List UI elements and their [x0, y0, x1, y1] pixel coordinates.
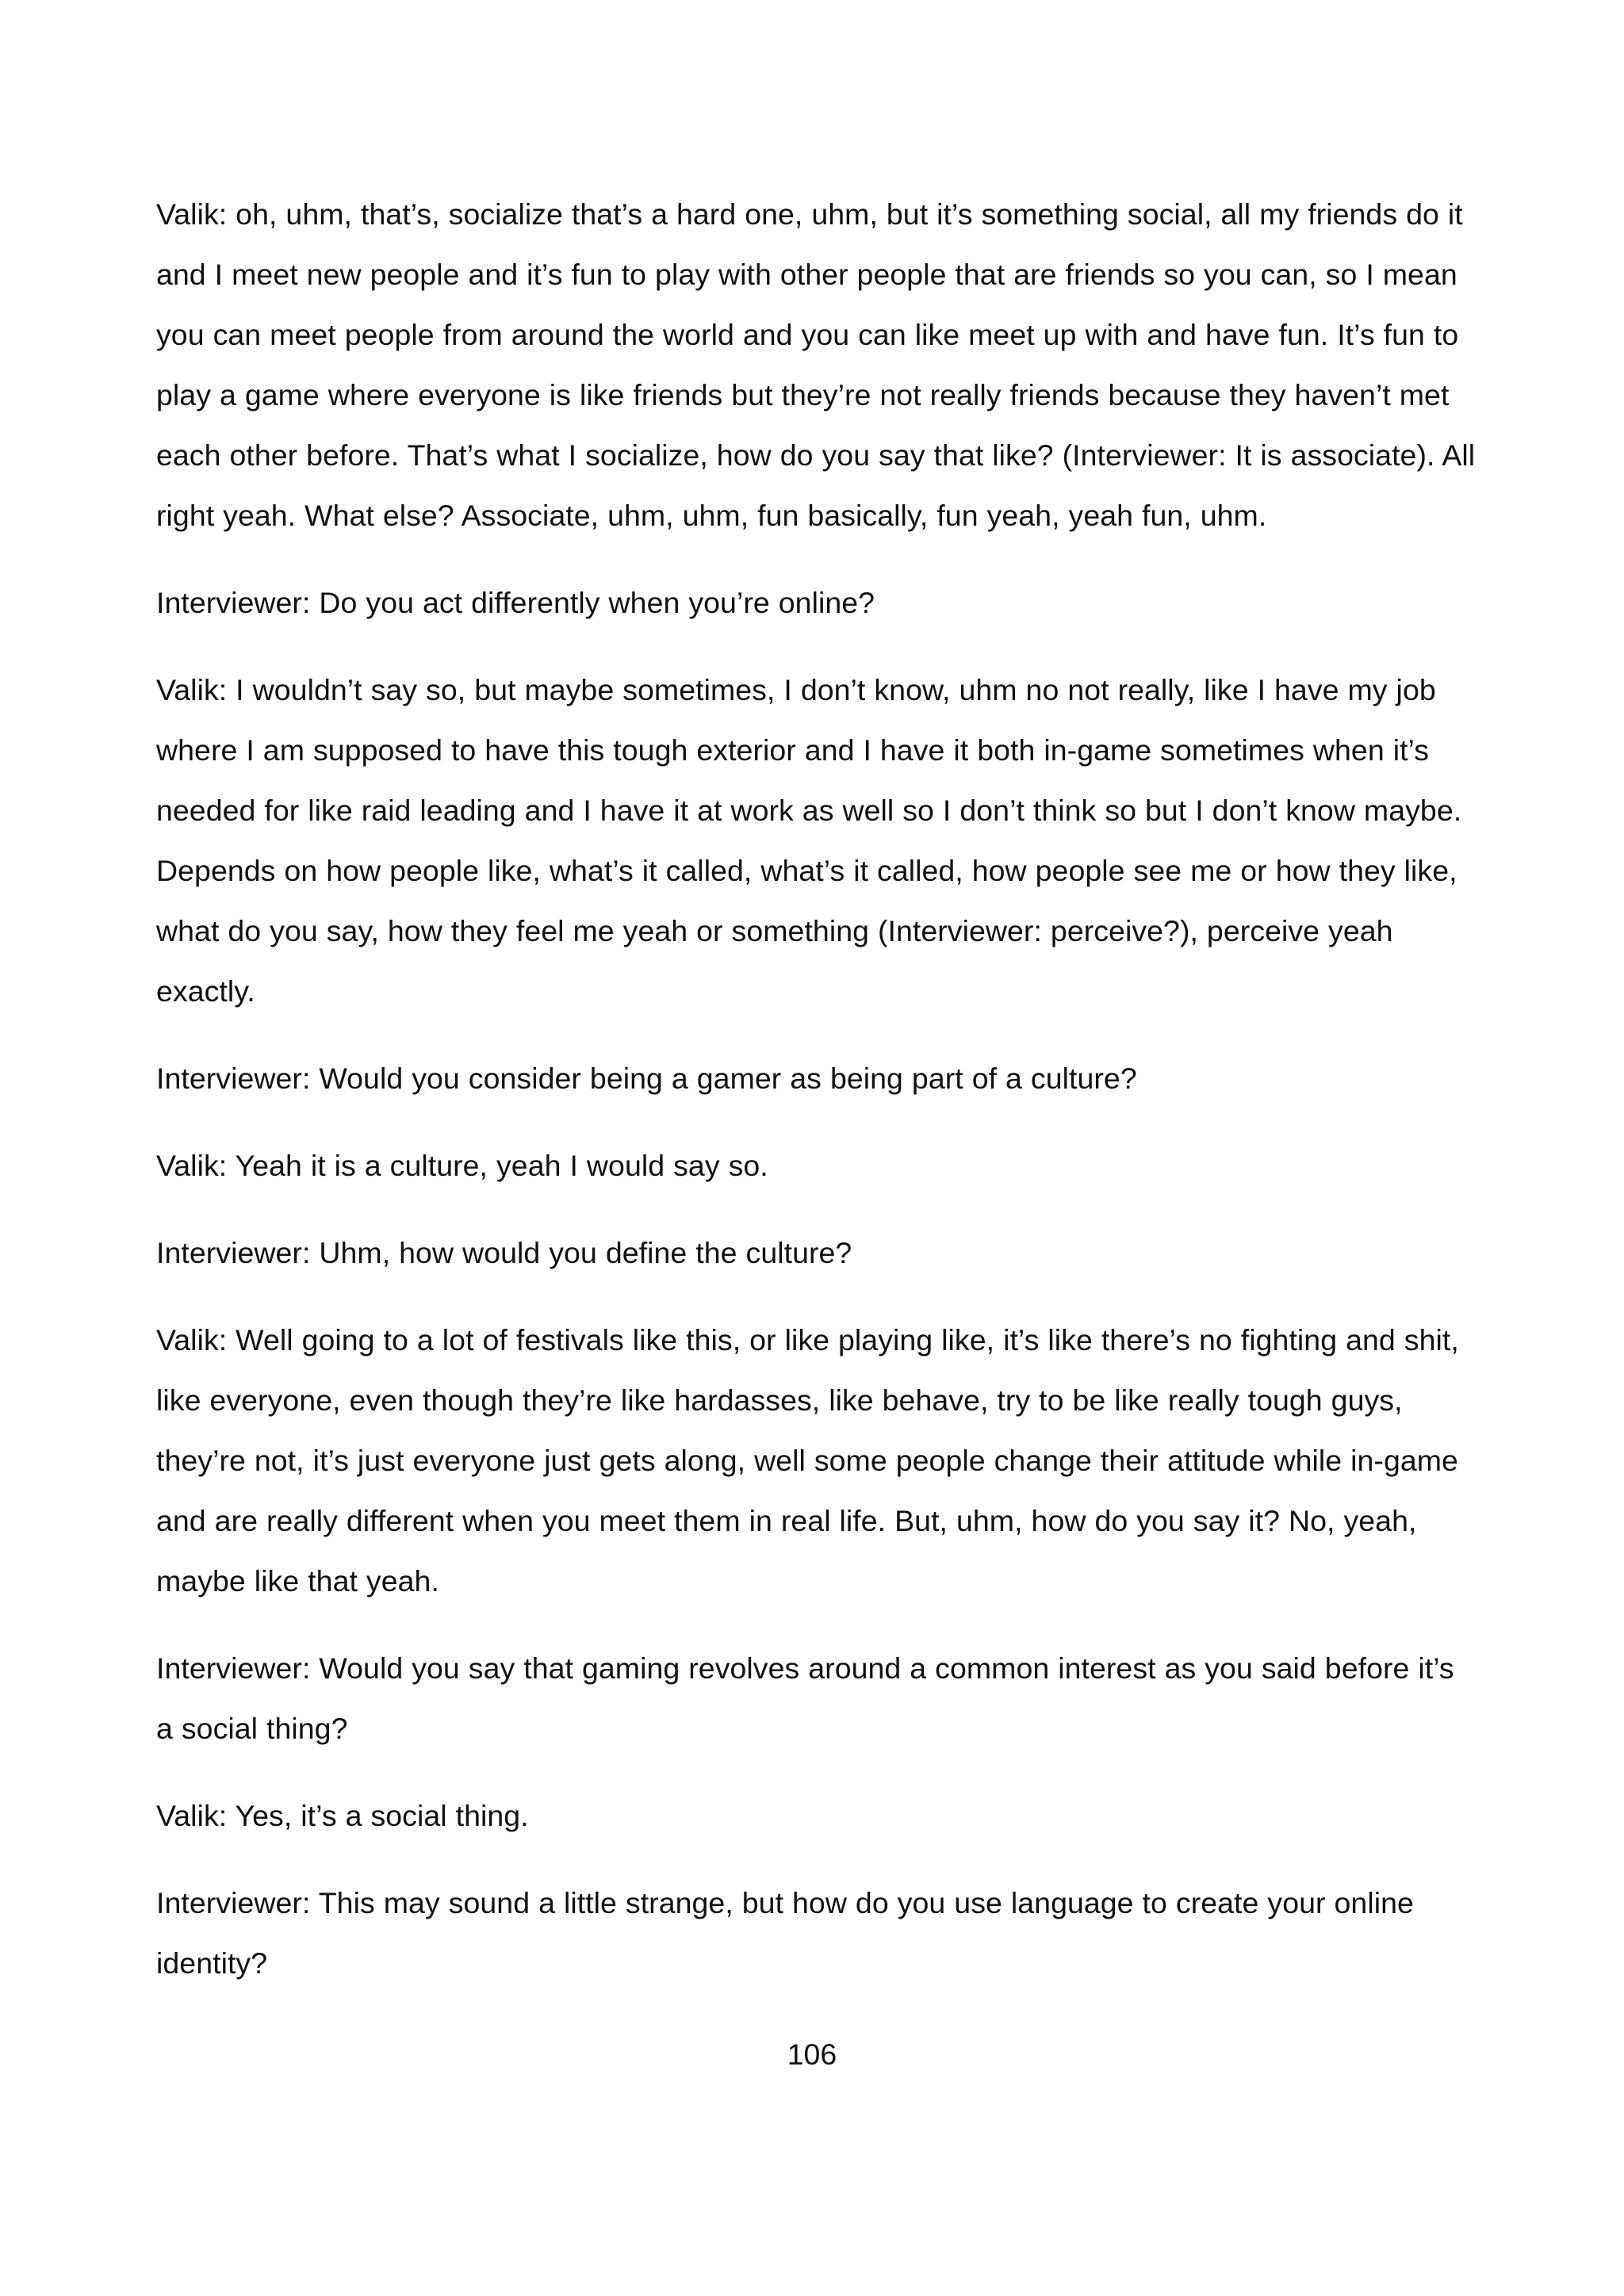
paragraph-valik-tough-exterior: Valik: I wouldn’t say so, but maybe sometimes, I don’t know, uhm no not really, like I have my job where I am supposed to have this tough exterior and I have it both in-game sometimes when it’s needed for like raid leading and I have it at work as well so I don’t think so but I don’t know maybe. Depends on how people like, what’s it called, what’s it called, how people see me or how they like, what do you say, how they feel me yeah or something (Interviewer: perceive?), perceive yeah exactly. [156, 673, 1462, 1008]
document-body [156, 184, 1479, 2020]
paragraph-valik-festivals: Valik: Well going to a lot of festivals like this, or like playing like, it’s like there’s no fighting and shit, like everyone, even though they’re like hardasses, like behave, try to be like really tough guys, they’re not, it’s just everyone just gets along, well some people change their attitude while in-game and are really different when you meet them in real life. But, uhm, how do you say it? No, yeah, maybe like that yeah. [156, 1323, 1459, 1598]
paragraph-question-common-interest: Interviewer: Would you say that gaming revolves around a common interest as you said before it’s a social thing? [156, 1651, 1454, 1745]
paragraph-question-language-identity: Interviewer: This may sound a little strange, but how do you use language to create your online identity? [156, 1886, 1414, 1980]
page-number: 106 [787, 2038, 837, 2071]
paragraph-question-act-differently: Interviewer: Do you act differently when you’re online? [156, 586, 875, 619]
paragraph-valik-socialize: Valik: oh, uhm, that’s, socialize that’s a hard one, uhm, but it’s something social, all my friends do it and I meet new people and it’s fun to play with other people that are friends so you can, so I mean you can meet people from around the world and you can like meet up with and have fun. It’s fun to play a game where everyone is like friends but they’re not really friends because they haven’t met each other before. That’s what I socialize, how do you say that like? (Interviewer: It is associate). All right yeah. What else? Associate, uhm, uhm, fun basically, fun yeah, yeah fun, uhm. [156, 197, 1476, 532]
paragraph-question-culture: Interviewer: Would you consider being a gamer as being part of a culture? [156, 1062, 1137, 1095]
paragraph-valik-culture-answer: Valik: Yeah it is a culture, yeah I would say so. [156, 1149, 768, 1182]
paragraph-question-define-culture: Interviewer: Uhm, how would you define the culture? [156, 1236, 852, 1269]
paragraph-valik-social-thing: Valik: Yes, it’s a social thing. [156, 1799, 529, 1832]
